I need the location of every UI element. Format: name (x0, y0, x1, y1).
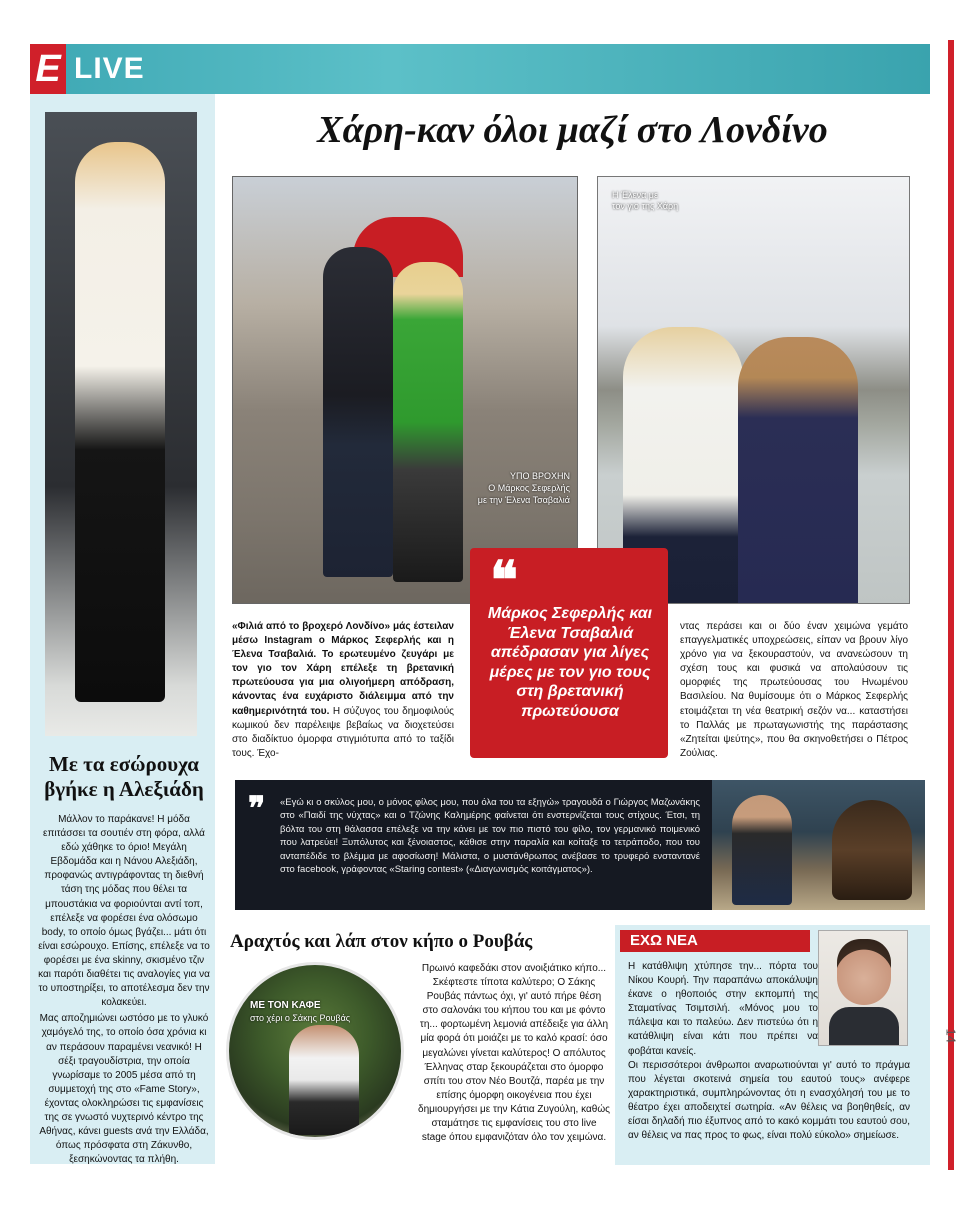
pull-quote-text: Μάρκος Σεφερλής και Έλενα Τσαβαλιά απέδρασαν για λίγες μέρες με τον γιο τους στη βρετανική πρωτεύουσα (487, 605, 653, 720)
son-figure (738, 337, 858, 604)
tsavalia-figure (393, 262, 463, 582)
banner-text: «Εγώ κι ο σκύλος μου, ο μόνος φίλος μου, που όλα του τα εξηγώ» τραγουδά ο Γιώργος Μαζωνάκης στο «Παιδί της νύχτας» και ο Τζώνης Καλημέρης φαίνεται ότι ενστερνίζεται τους στίχους. Έτσι, τη βόλτα του στη θάλασσα επέλεξε να την κάνει με τον πιο πιστό του φίλο, τον γερμανικό ποιμενικό που λατρεύει! Ξυπόλυτος και ξένοιαστος, κάθισε στην παραλία και κοίταξε το τετράποδο, που του ανταπέδιδε το βλέμμα με αφοσίωση! Μάλιστα, ο μυστάνθρωπος ανέβασε το τρυφερό ενσταντανέ στο facebook, γράφοντας «Staring contest» («Διαγωνισμός κοιτάγματος»). (280, 797, 700, 876)
exo-nea-text (628, 960, 910, 1143)
article-lead: «Φιλιά από το βροχερό Λονδίνο» μάς έστειλαν μέσω Instagram ο Μάρκος Σεφερλής και η Έλενα Τσαβαλιά. Το ερωτευμένο ζευγάρι με τον γιο τον Χάρη επέλεξε τη βρετανική πρωτεύουσα για μια ολιγοήμερη απόδραση, κάνοντας ένα ευχάριστο διάλειμμα από την καθημερινότητά του. (232, 621, 454, 717)
photo1-caption (470, 470, 570, 506)
alexiadi-figure (75, 142, 165, 702)
caption-line: με την Έλενα Τσαβαλιά (477, 495, 570, 505)
exo-nea-label: ΕΧΩ ΝΕΑ (620, 930, 810, 952)
alexiadi-photo (45, 112, 197, 736)
quote-mark-icon: ❝ (490, 553, 518, 610)
magazine-logo: E (30, 44, 66, 94)
exo-nea-text-narrow: Η κατάθλιψη χτύπησε την... πόρτα του Νίκου Κουρή. Την παραπάνω αποκάλυψη έκανε ο ηθοποιός στην εκπομπή της Σταματίνας Τσιμτσιλή. «Μόνος μου το πάλεψα και το παλεύω. Δεν πιστεύω ότι η κατάθλιψη είναι κάτι που πρέπει να φοβάται κανείς. (628, 961, 818, 1057)
section-title: LIVE (74, 52, 145, 85)
page-number: 14 (943, 1028, 959, 1043)
rouvas-headline: Αραχτός και λάπ στον κήπο ο Ρουβάς (230, 931, 533, 952)
left-paragraph-1: Μάλλον το παράκανε! Η μόδα επιτάσσει τα σουτιέν στη φόρα, αλλά εδώ χάθηκε το όριο! Μεγάλη Εβδομάδα και η Νάνου Αλεξιάδη, προφανώς αντιγράφοντας τη διεθνή τάση της μόδας που θέλει τα μπουστάκια να φοριούνται αντί τοπ, επέλεξε να φορέσει ένα ολόσωμο body, το οποίο όμως βγάζει... μάτι ότι είναι εσώρουχο. Επίσης, επέλεξε να το φορέσει με ένα skinny, σκισμένο τζιν και παρότι διαθέτει τις αναλογίες για να το υποστηρίξει, το αποτέλεσμα δεν την κολακεύει. (38, 814, 210, 1009)
page-edge-bar (948, 40, 954, 1170)
rouvas-photo (226, 962, 404, 1140)
caption-line: Η Έλενα με (612, 190, 658, 200)
seferlis-figure (323, 247, 393, 577)
photo2-caption (612, 190, 702, 212)
rouvas-caption (250, 1000, 370, 1024)
caption-line: ΥΠΟ ΒΡΟΧΗΝ (509, 471, 570, 481)
kalimeris-figure (732, 795, 792, 905)
rouvas-text: Πρωινό καφεδάκι στον ανοιξιάτικο κήπο... Σκέφτεστε τίποτα καλύτερο; Ο Σάκης Ρουβάς πάντως όχι, γι' αυτό πήρε θέση στο σαλονάκι του κήπου του και με φόντο τη... φορτωμένη λεμονιά απέδειξε για άλλη μία φορά ότι μοιάζει με το καλό κρασί: όσο μεγαλώνει γίνεται καλύτερος! Ο απόλυτος Έλληνας σταρ ξεκουράζεται στο όμορφο σπίτι του στον Νέο Βουτζά, παρέα με την επίσης όμορφη οικογένεια που έχει δημιουργήσει με την Κάτια Ζυγούλη, καθώς σταμάτησε τις εμφανίσεις του στο live stage όπου εμφανιζόταν όλο τον χειμώνα. (418, 963, 610, 1144)
section-header-bar (30, 44, 930, 94)
article-paragraph: Η σύζυγος του δημοφιλούς κωμικού δεν παρέλειψε βεβαίως να διοχετεύσει στο διαδίκτυο όμορφα στιγμιότυπα από το ταξίδι τους. Έχο- (232, 705, 454, 759)
rouvas-caption-title: ΜΕ ΤΟΝ ΚΑΦΕ (250, 1000, 321, 1011)
banner-quote-icon: ❞ (248, 790, 266, 826)
left-article-text (38, 813, 210, 1169)
exo-nea-text-wide: Οι περισσότεροι άνθρωποι αναρωτιούνται γι' αυτό το πράγμα που λέγεται σκοτεινά σημεία του εαυτού τους» ανέφερε χαρακτηριστικά, συμπληρώνοντας ότι η ενασχόλησή του με το θέατρο έχει αποδειχτεί σωτηρία. «Αν θέλεις να βοηθηθείς, αν είσαι δηλαδή πιο έξυπνος από το κακό κομμάτι του εαυτού σου, αν θέλεις να πας προς το φως, είναι πολύ εύκολο» σημείωσε. (628, 1059, 910, 1142)
article-title: Χάρη-καν όλοι μαζί στο Λονδίνο (317, 109, 828, 151)
dog-figure (832, 800, 912, 900)
caption-line: Ο Μάρκος Σεφερλής (488, 483, 570, 493)
thames-photo (597, 176, 910, 604)
left-paragraph-2: Μας αποζημιώνει ωστόσο με το γλυκό χαμόγελό της, το οποίο όσα χρόνια κι αν περάσουν παραμένει νεανικό! Η σέξι τραγουδίστρια, την οποία γνωρίσαμε το 2005 μέσα από τη συμμετοχή της στο «Fame Story», έχοντας ολοκληρώσει τις εμφανίσεις της σε γνωστό νυχτερινό κέντρο της Αθήνας, κάνει guests ανά την Ελλάδα, όπως πρόσφατα στη Ζάκυνθο, ξεσηκώνοντας τα πλήθη. (39, 1013, 209, 1166)
rouvas-caption-sub: στο χέρι ο Σάκης Ρουβάς (250, 1013, 351, 1023)
left-headline: Με τα εσώρουχα βγήκε η Αλεξιάδη (44, 752, 204, 801)
article-body-col2: ντας περάσει και οι δύο έναν χειμώνα γεμάτο επαγγελματικές υποχρεώσεις, είπαν να βρουν λίγο χρόνο για να ξεκουραστούν, να ανανεώσουν τη σχέση τους και φυσικά να απολαύσουν τις ομορφιές της πρωτεύουσας του Ηνωμένου Βασιλείου. Να θυμίσουμε ότι ο Μάρκος Σεφερλής ετοιμάζεται τη νέα θεατρική σεζόν να... καταστήσει το Παλλάς με πρωταγωνιστής της παράστασης «Ζητείται ψεύτης», που θα σκηνοθετήσει ο Πέτρος Ζούλιας. (680, 621, 908, 759)
caption-line: τον γιο της Χάρη (612, 201, 679, 211)
article-body-col1 (232, 620, 454, 761)
rouvas-figure (289, 1025, 359, 1135)
kalimeris-dog-photo (712, 780, 925, 910)
london-rain-photo (232, 176, 578, 604)
